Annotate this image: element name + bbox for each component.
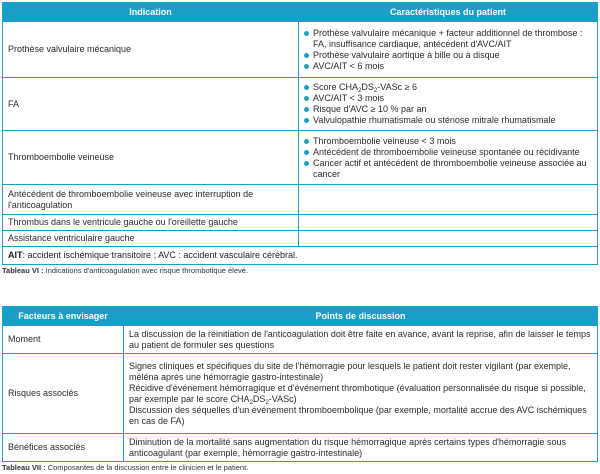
list-item: AVC/AIT < 3 mois (304, 93, 592, 104)
indication-cell: Thromboembolie veineuse (3, 131, 299, 185)
column-header-factors: Facteurs à envisager (3, 307, 124, 326)
bullet-icon (304, 139, 309, 144)
caption-table-vi: Tableau VI : Indications d'anticoagulation avec risque thrombotique élevé. (2, 266, 249, 275)
table-row (3, 22, 598, 78)
list-item: Prothèse valvulaire mécanique + facteur additionnel de thrombose : FA, insuffisance cardiaque, antécédent d'AVC/AIT (304, 28, 592, 50)
table-row (3, 231, 598, 247)
footnote-text: : accident ischémique transitoire ; AVC : accident vasculaire cérébral. (22, 250, 298, 260)
list-item: Score $CHA_2DS_2$-VASc ≥ 6 (304, 82, 592, 93)
indication-cell: Thrombus dans le ventricule gauche ou l'oreillette gauche (3, 215, 299, 231)
characteristics-cell (299, 78, 598, 131)
bullet-icon (304, 96, 309, 101)
characteristics-cell (299, 185, 598, 215)
bullet-icon (304, 150, 309, 155)
factor-cell: Risques associés (3, 354, 124, 434)
table-row (3, 215, 598, 231)
table-row (3, 78, 598, 131)
factor-cell: Bénéfices associés (3, 434, 124, 462)
list-item: Cancer actif et antécédent de thromboembolie veineuse associée au cancer (304, 158, 592, 180)
table-vii (2, 306, 598, 462)
indication-cell: Assistance ventriculaire gauche (3, 231, 299, 247)
discussion-cell: Diminution de la mortalité sans augmentation du risque hémorragique après certains types d'hémorragie sous anticoagulant (par exemple, hémorragie gastro-intestinale) (124, 434, 598, 462)
bullet-icon (304, 64, 309, 69)
list-item: Prothèse valvulaire aortique à bille ou à disque (304, 50, 592, 61)
bullet-icon (304, 161, 309, 166)
bullet-icon (304, 118, 309, 123)
characteristics-cell (299, 215, 598, 231)
list-item: Risque d'AVC ≥ 10 % par an (304, 104, 592, 115)
characteristics-cell (299, 22, 598, 78)
table-row (3, 326, 598, 354)
list-item: Valvulopathie rhumatismale ou sténose mitrale rhumatismale (304, 115, 592, 126)
bullet-icon (304, 31, 309, 36)
discussion-cell (124, 354, 598, 434)
discussion-paragraph: Récidive d'événement hémorragique et d'événement thrombotique (évaluation personnalisée du risque si possible, par exemple par le score $CHA_2DS_2-VASc$) (129, 382, 586, 406)
table-row (3, 434, 598, 462)
list-item: Antécédent de thromboembolie veineuse spontanée ou récidivante (304, 147, 592, 158)
table-row (3, 131, 598, 185)
list-item: Thromboembolie veineuse < 3 mois (304, 136, 592, 147)
bullet-icon (304, 107, 309, 112)
column-header-indication: Indication (3, 3, 299, 22)
indication-cell: Prothèse valvulaire mécanique (3, 22, 299, 78)
bullet-icon (304, 85, 309, 90)
table-row (3, 354, 598, 434)
table-row (3, 185, 598, 215)
list-item: AVC/AIT < 6 mois (304, 61, 592, 72)
indication-cell: FA (3, 78, 299, 131)
footnote-abbreviation: AIT (8, 250, 23, 260)
caption-table-vii: Tableau VII : Composantes de la discussion entre le clinicien et le patient. (2, 463, 249, 472)
indication-cell: Antécédent de thromboembolie veineuse avec interruption de l'anticoagulation (3, 185, 299, 215)
factor-cell: Moment (3, 326, 124, 354)
table-footnote-row (3, 247, 598, 265)
table-footnote (3, 247, 598, 265)
column-header-patient-characteristics: Caractéristiques du patient (299, 3, 598, 22)
characteristics-cell (299, 231, 598, 247)
bullet-icon (304, 53, 309, 58)
column-header-discussion-points: Points de discussion (124, 307, 598, 326)
discussion-cell: La discussion de la réinitiation de l'anticoagulation doit être faite en avance, avant la reprise, afin de laisser le temps au patient de formuler ses questions (124, 326, 598, 354)
discussion-paragraph: Signes cliniques et spécifiques du site de l'hémorragie pour lesquels le patient doit rester vigilant (par exemple, méléna après une hémorragie gastro-intestinale) (129, 360, 571, 382)
table-vi (2, 2, 598, 265)
discussion-paragraph: Discussion des séquelles d'un événement thromboembolique (par exemple, mortalité accrue des AVC ischémiques en cas de FA) (129, 404, 587, 426)
characteristics-cell (299, 131, 598, 185)
